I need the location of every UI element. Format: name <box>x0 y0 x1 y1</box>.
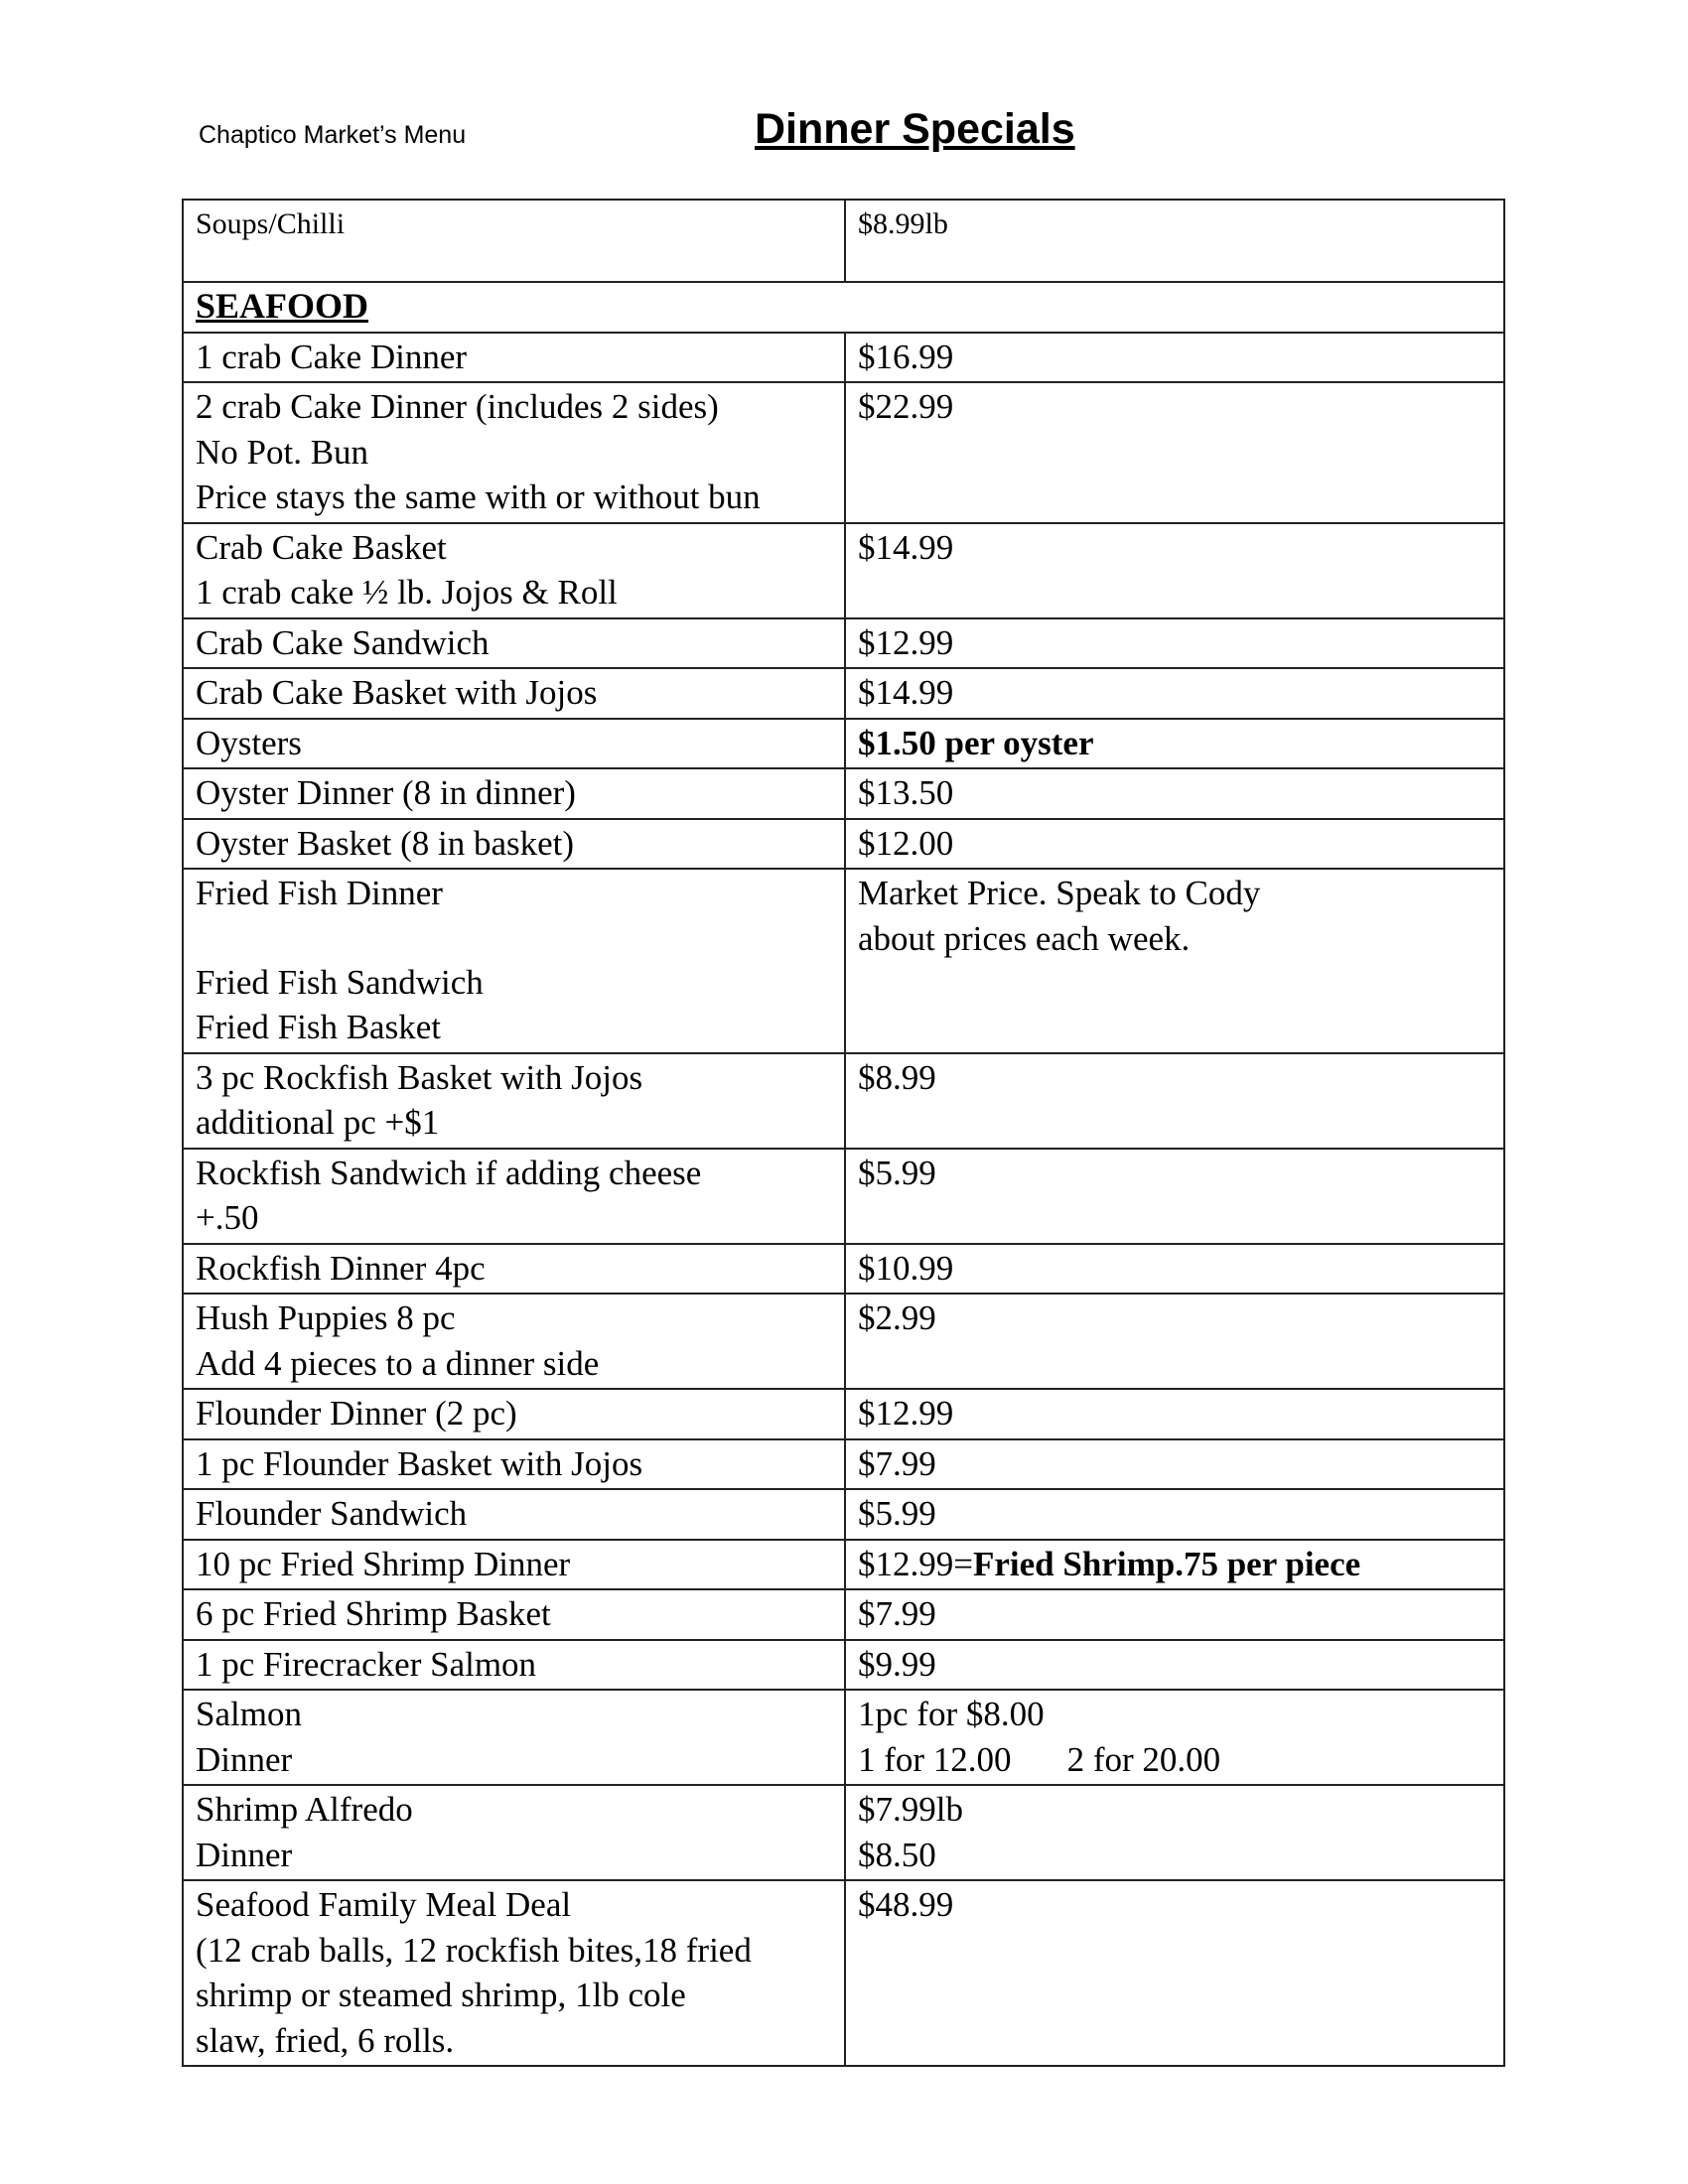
section-title: SEAFOOD <box>196 286 369 326</box>
menu-item-name <box>183 523 845 618</box>
menu-item-name: Rockfish Dinner 4pc <box>183 1244 845 1295</box>
item-line: Crab Cake Basket <box>196 527 447 567</box>
menu-item-price: $8.99 <box>845 1053 1504 1149</box>
menu-item-name <box>183 1880 845 2066</box>
price-option: 1 for 12.00 <box>858 1739 1012 1779</box>
price-text: $12.99= <box>858 1544 973 1583</box>
table-row <box>183 1294 1504 1389</box>
price-line: Market Price. Speak to Cody <box>858 874 1261 912</box>
menu-item-price: $8.99lb <box>845 200 1504 282</box>
menu-item-price: $14.99 <box>845 523 1504 618</box>
table-row <box>183 1389 1504 1439</box>
menu-item-name: Soups/Chilli <box>183 200 845 282</box>
table-row <box>183 200 1504 282</box>
menu-item-name: 1 pc Flounder Basket with Jojos <box>183 1439 845 1490</box>
price-line: $7.99lb <box>858 1790 963 1829</box>
table-row <box>183 1439 1504 1490</box>
menu-item-name: Oyster Basket (8 in basket) <box>183 819 845 870</box>
price-option: 2 for 20.00 <box>1066 1739 1221 1779</box>
menu-item-name <box>183 1053 845 1149</box>
item-line: Rockfish Sandwich if adding cheese <box>196 1153 702 1192</box>
menu-item-price: $12.99 <box>845 618 1504 669</box>
menu-item-price: $48.99 <box>845 1880 1504 2066</box>
menu-item-name: Oyster Dinner (8 in dinner) <box>183 768 845 819</box>
table-row <box>183 333 1504 383</box>
menu-item-price: $7.99 <box>845 1439 1504 1490</box>
table-row <box>183 1489 1504 1540</box>
item-line: +.50 <box>196 1198 259 1237</box>
menu-item-name: Flounder Sandwich <box>183 1489 845 1540</box>
section-row <box>183 282 1504 333</box>
restaurant-name: Chaptico Market’s Menu <box>199 121 467 149</box>
price-line: about prices each week. <box>858 918 1191 958</box>
table-row <box>183 719 1504 769</box>
item-line: Dinner <box>196 1835 293 1874</box>
menu-item-price: $5.99 <box>845 1149 1504 1244</box>
item-line: 1 crab cake ½ lb. Jojos & Roll <box>196 573 618 612</box>
page-title: Dinner Specials <box>755 105 1075 153</box>
price-line <box>858 1737 1491 1783</box>
item-line: Add 4 pieces to a dinner side <box>196 1343 600 1383</box>
item-line: Fried Fish Sandwich <box>196 962 484 1002</box>
menu-item-price <box>845 1785 1504 1880</box>
menu-item-price: $10.99 <box>845 1244 1504 1295</box>
item-line: (12 crab balls, 12 rockfish bites,18 fried <box>196 1930 752 1970</box>
item-line: No Pot. Bun <box>196 432 369 472</box>
item-line: Fried Fish Basket <box>196 1008 441 1046</box>
table-row <box>183 1640 1504 1691</box>
menu-item-price: $14.99 <box>845 668 1504 719</box>
spacer <box>196 916 832 960</box>
menu-item-name: Crab Cake Basket with Jojos <box>183 668 845 719</box>
menu-item-price: $12.00 <box>845 819 1504 870</box>
item-line: shrimp or steamed shrimp, 1lb cole <box>196 1976 686 2014</box>
price-line: $8.50 <box>858 1835 936 1874</box>
menu-table <box>182 199 1505 2067</box>
item-line: Price stays the same with or without bun <box>196 478 761 516</box>
menu-item-price: $1.50 per oyster <box>845 719 1504 769</box>
table-row <box>183 1149 1504 1244</box>
table-row <box>183 1690 1504 1785</box>
menu-item-price <box>845 869 1504 1053</box>
table-row <box>183 523 1504 618</box>
table-row <box>183 768 1504 819</box>
table-row <box>183 819 1504 870</box>
menu-item-name <box>183 869 845 1053</box>
menu-item-price <box>845 1690 1504 1785</box>
price-line: 1pc for $8.00 <box>858 1695 1045 1733</box>
item-line: additional pc +$1 <box>196 1103 440 1142</box>
table-row <box>183 1540 1504 1590</box>
menu-item-name <box>183 1149 845 1244</box>
section-heading <box>183 282 1504 333</box>
menu-item-name: 10 pc Fried Shrimp Dinner <box>183 1540 845 1590</box>
item-line: slaw, fried, 6 rolls. <box>196 2020 455 2060</box>
menu-item-name <box>183 1690 845 1785</box>
menu-item-price: $2.99 <box>845 1294 1504 1389</box>
menu-item-name: 1 pc Firecracker Salmon <box>183 1640 845 1691</box>
menu-item-name: 6 pc Fried Shrimp Basket <box>183 1589 845 1640</box>
item-line: Hush Puppies 8 pc <box>196 1298 456 1337</box>
menu-item-price: $5.99 <box>845 1489 1504 1540</box>
menu-item-name <box>183 1785 845 1880</box>
menu-item-price: $12.99 <box>845 1389 1504 1439</box>
menu-item-name: Oysters <box>183 719 845 769</box>
table-row <box>183 869 1504 1053</box>
table-row <box>183 1785 1504 1880</box>
item-line: Fried Fish Dinner <box>196 874 443 912</box>
menu-item-price: $16.99 <box>845 333 1504 383</box>
table-row <box>183 382 1504 523</box>
table-row <box>183 1880 1504 2066</box>
menu-item-price: $22.99 <box>845 382 1504 523</box>
item-line: Shrimp Alfredo <box>196 1790 413 1829</box>
table-row <box>183 1589 1504 1640</box>
item-line: 2 crab Cake Dinner (includes 2 sides) <box>196 387 719 426</box>
item-line: Salmon <box>196 1695 302 1733</box>
menu-item-price: $9.99 <box>845 1640 1504 1691</box>
table-row <box>183 668 1504 719</box>
item-line: Dinner <box>196 1739 293 1779</box>
menu-item-name: Flounder Dinner (2 pc) <box>183 1389 845 1439</box>
menu-item-price <box>845 1540 1504 1590</box>
table-row <box>183 1244 1504 1295</box>
menu-item-name <box>183 382 845 523</box>
table-row <box>183 1053 1504 1149</box>
menu-item-name <box>183 1294 845 1389</box>
menu-item-name: 1 crab Cake Dinner <box>183 333 845 383</box>
menu-item-price: $7.99 <box>845 1589 1504 1640</box>
price-note: Fried Shrimp.75 per piece <box>973 1544 1361 1583</box>
table-row <box>183 618 1504 669</box>
menu-item-name: Crab Cake Sandwich <box>183 618 845 669</box>
item-line: Seafood Family Meal Deal <box>196 1885 572 1924</box>
item-line: 3 pc Rockfish Basket with Jojos <box>196 1057 643 1097</box>
menu-item-price: $13.50 <box>845 768 1504 819</box>
